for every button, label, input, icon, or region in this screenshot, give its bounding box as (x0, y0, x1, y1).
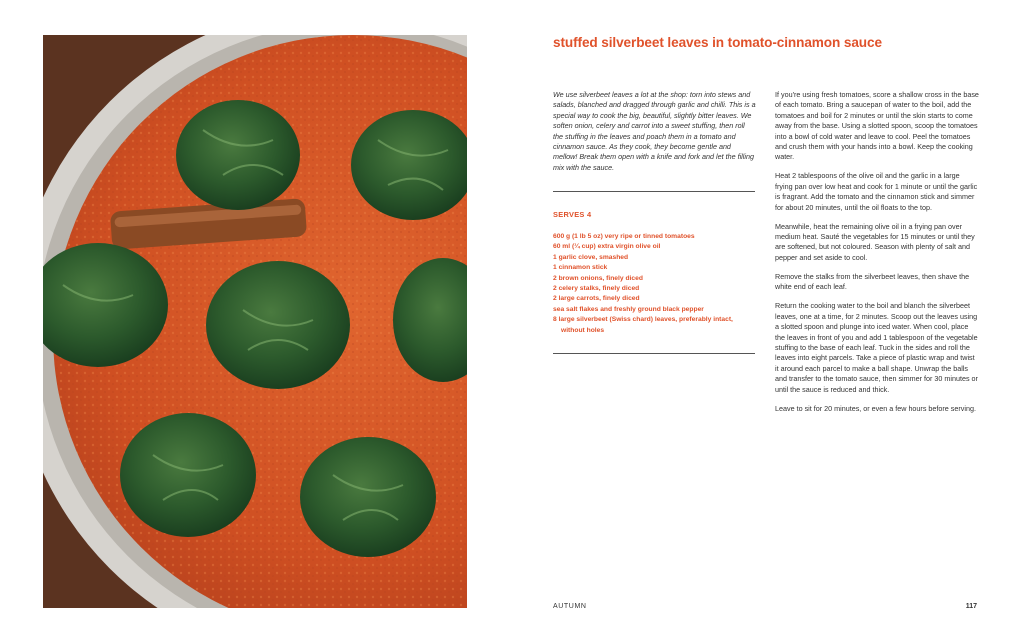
method-column (775, 90, 979, 423)
ingredient-item: 2 brown onions, finely diced (553, 274, 643, 282)
page-number: 117 (965, 603, 977, 610)
serves-label: SERVES 4 (553, 210, 592, 219)
method-step: Remove the stalks from the silverbeet leaves, then shave the white end of each leaf. (775, 271, 970, 292)
ingredient-item: 2 large carrots, finely diced (553, 295, 640, 303)
recipe-photo (43, 35, 467, 608)
divider-top (553, 191, 755, 192)
recipe-intro: We use silverbeet leaves a lot at the shop: torn into stews and salads, blanched and dragged through garlic and chilli. This is a special way to cook the big, beautiful, slightly bitter leaves. We soften onion, celery and carrot into a sweet stuffing, then roll the stuffing in the leaves and poach them in a tomato and cinnamon sauce. As they cook, they become gentle and mellow! Break them open with a knife and fork and let the filling mix with the sauce. (553, 90, 756, 172)
ingredient-list (553, 232, 758, 336)
method-step: Return the cooking water to the boil and blanch the silverbeet leaves, one at a time, for 2 minutes. Scoop out the leaves using a slotted spoon and plunge into iced water. When cool, place the leaves in front of you and add 1 tablespoon of the vegetable stuffing to the base of each leaf. Tuck in the sides and roll the leaves into eight parcels. Take a piece of plastic wrap and twist it around each parcel to make a ball shape. Unwrap the balls and transfer to the tomato sauce, then simmer for 30 minutes or until the sauce is reduced and thick. (775, 301, 978, 394)
stuffed-leaves-photo (43, 35, 467, 608)
ingredient-item: 60 ml (¼ cup) extra virgin olive oil (553, 243, 661, 251)
method-step: Heat 2 tablespoons of the olive oil and the garlic in a large frying pan over low heat and cook for 1 minute or until the garlic is fragrant. Add the tomato and the cinnamon stick and simmer for about 20 minutes, until the oil floats to the top. (775, 171, 978, 212)
recipe-title: stuffed silverbeet leaves in tomato-cinnamon sauce (553, 35, 882, 50)
method-step: Leave to sit for 20 minutes, or even a few hours before serving. (775, 403, 976, 413)
ingredient-item: 2 celery stalks, finely diced (553, 285, 640, 293)
ingredient-item: 1 garlic clove, smashed (553, 253, 629, 261)
divider-bottom (553, 353, 755, 354)
ingredient-item: 1 cinnamon stick (553, 264, 608, 272)
ingredient-item: 600 g (1 lb 5 oz) very ripe or tinned tomatoes (553, 233, 695, 240)
method-step: Meanwhile, heat the remaining olive oil in a frying pan over medium heat. Sauté the vegetables for 15 minutes or until they are softened, but not coloured. Season with plenty of salt and pepper and set aside to cool. (775, 221, 975, 262)
section-label: AUTUMN (553, 603, 587, 610)
ingredient-item: sea salt flakes and freshly ground black pepper (553, 305, 704, 313)
method-step: If you're using fresh tomatoes, score a shallow cross in the base of each tomato. Bring a saucepan of water to the boil, add the tomatoes and boil for 2 minutes or until the skin starts to come away from the base. Using a slotted spoon, scoop the tomatoes into a bowl of cold water and leave to cool. Peel the tomatoes and crush them with your hands into a bowl. Keep the cooking water. (775, 90, 979, 162)
ingredient-item: 8 large silverbeet (Swiss chard) leaves, preferably intact, without holes (553, 316, 733, 334)
